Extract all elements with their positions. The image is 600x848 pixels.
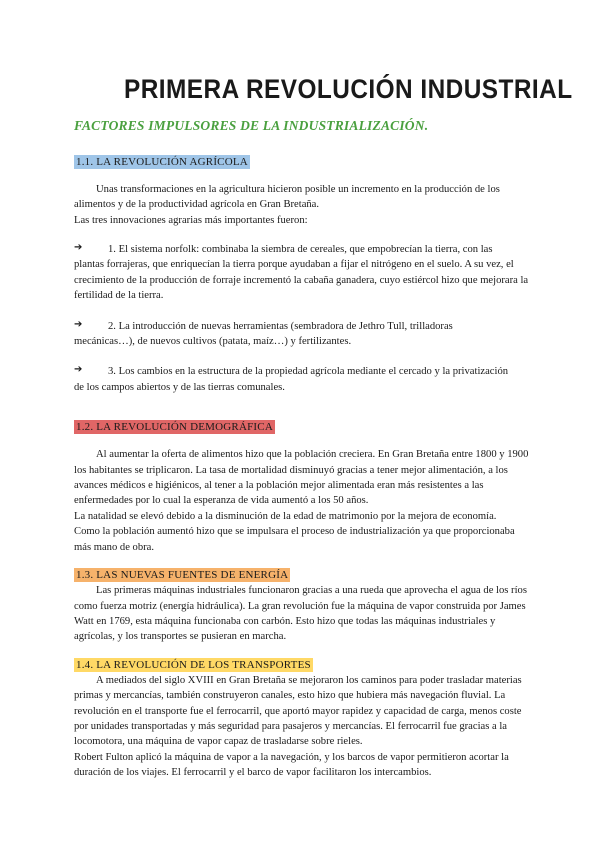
page-subtitle: FACTORES IMPULSORES DE LA INDUSTRIALIZACIÓN. (74, 117, 429, 133)
list-item-continuation: de los campos abiertos y de las tierras comunales. (74, 381, 285, 393)
list-item (74, 319, 530, 350)
section-demografica (74, 417, 530, 555)
page-title: PRIMERA REVOLUCIÓN INDUSTRIAL (124, 74, 573, 104)
section-heading: 1.1. LA REVOLUCIÓN AGRÍCOLA (76, 155, 248, 168)
section-transportes (74, 655, 530, 781)
paragraph: Al aumentar la oferta de alimentos hizo que la población creciera. En Gran Bretaña entre 1800 y 1900 los habitantes se triplicaron. La tasa de mortalidad disminuyó gracias a tener mejor alimentación, a los avances médicos e higiénicos, al tener a la población mejor alimentada eran más resistentes a las enfermedades por lo cual la esperanza de vida aumentó a los 50 años. (74, 449, 529, 507)
list-item-text: 2. La introducción de nuevas herramientas (sembradora de Jethro Tull, trilladoras (108, 320, 453, 332)
list-item-continuation: plantas forrajeras, que enriquecían la tierra porque ayudaban a fijar el nitrógeno en el suelo. A su vez, el crecimiento de la producción de forraje incrementó la cabaña ganadera, cuyo estiércol hizo que mejorara la fertilidad de la tierra. (74, 259, 529, 302)
paragraph: Robert Fulton aplicó la máquina de vapor a la navegación, y los barcos de vapor permitieron acortar la duración de los viajes. El ferrocarril y el barco de vapor facilitaron los intercambios. (74, 751, 509, 779)
list-item (74, 242, 530, 304)
arrow-icon: ➔ (74, 318, 83, 330)
arrow-icon: ➔ (74, 364, 83, 376)
list-item (74, 364, 530, 395)
section-agricola (74, 152, 530, 395)
section-energia (74, 565, 530, 645)
paragraph: Las primeras máquinas industriales funcionaron gracias a una rueda que aprovecha el agua de los ríos como fuerza motriz (energía hidráulica). La gran revolución fue la máquina de vapor construida por James Watt en 1769, esta máquina funcionaba con carbón. Esto hizo que todas las máquinas industriales y agrícolas, y los transportes se pusieran en marcha. (74, 585, 527, 643)
list-item-continuation: mecánicas…), de nuevos cultivos (patata, maíz…) y fertilizantes. (74, 336, 352, 348)
list-item-text: 3. Los cambios en la estructura de la propiedad agrícola mediante el cercado y la privatización (108, 366, 509, 378)
list-item-text: 1. El sistema norfolk: combinaba la siembra de cereales, que empobrecían la tierra, con las (108, 244, 493, 256)
arrow-icon: ➔ (74, 242, 83, 254)
paragraph: A mediados del siglo XVIII en Gran Bretaña se mejoraron los caminos para poder trasladar materias primas y mercancías, también construyeron canales, esto hizo que hubiera más navegación fluvial. La revolución en el transporte fue el ferrocarril, que aportó mayor rapidez y capacidad de carga, menos coste por unidades transportadas y más seguridad para pasajeros y mercancías. El ferrocarril fue gracias a la locomotora, una máquina de vapor capaz de trasladarse sobre rieles. (74, 674, 522, 748)
paragraph: La natalidad se elevó debido a la disminución de la edad de matrimonio por la mejora de economía. (74, 510, 497, 522)
section-heading: 1.2. LA REVOLUCIÓN DEMOGRÁFICA (76, 421, 273, 434)
section-heading: 1.3. LAS NUEVAS FUENTES DE ENERGÍA (76, 569, 289, 582)
paragraph: Unas transformaciones en la agricultura hicieron posible un incremento en la producción de los alimentos y de la productividad agrícola en Gran Bretaña. (74, 183, 500, 211)
paragraph: Las tres innovaciones agrarias más importantes fueron: (74, 214, 308, 226)
paragraph: Como la población aumentó hizo que se impulsara el proceso de industrialización ya que proporcionaba más mano de obra. (74, 526, 515, 553)
section-heading: 1.4. LA REVOLUCIÓN DE LOS TRANSPORTES (76, 658, 311, 671)
